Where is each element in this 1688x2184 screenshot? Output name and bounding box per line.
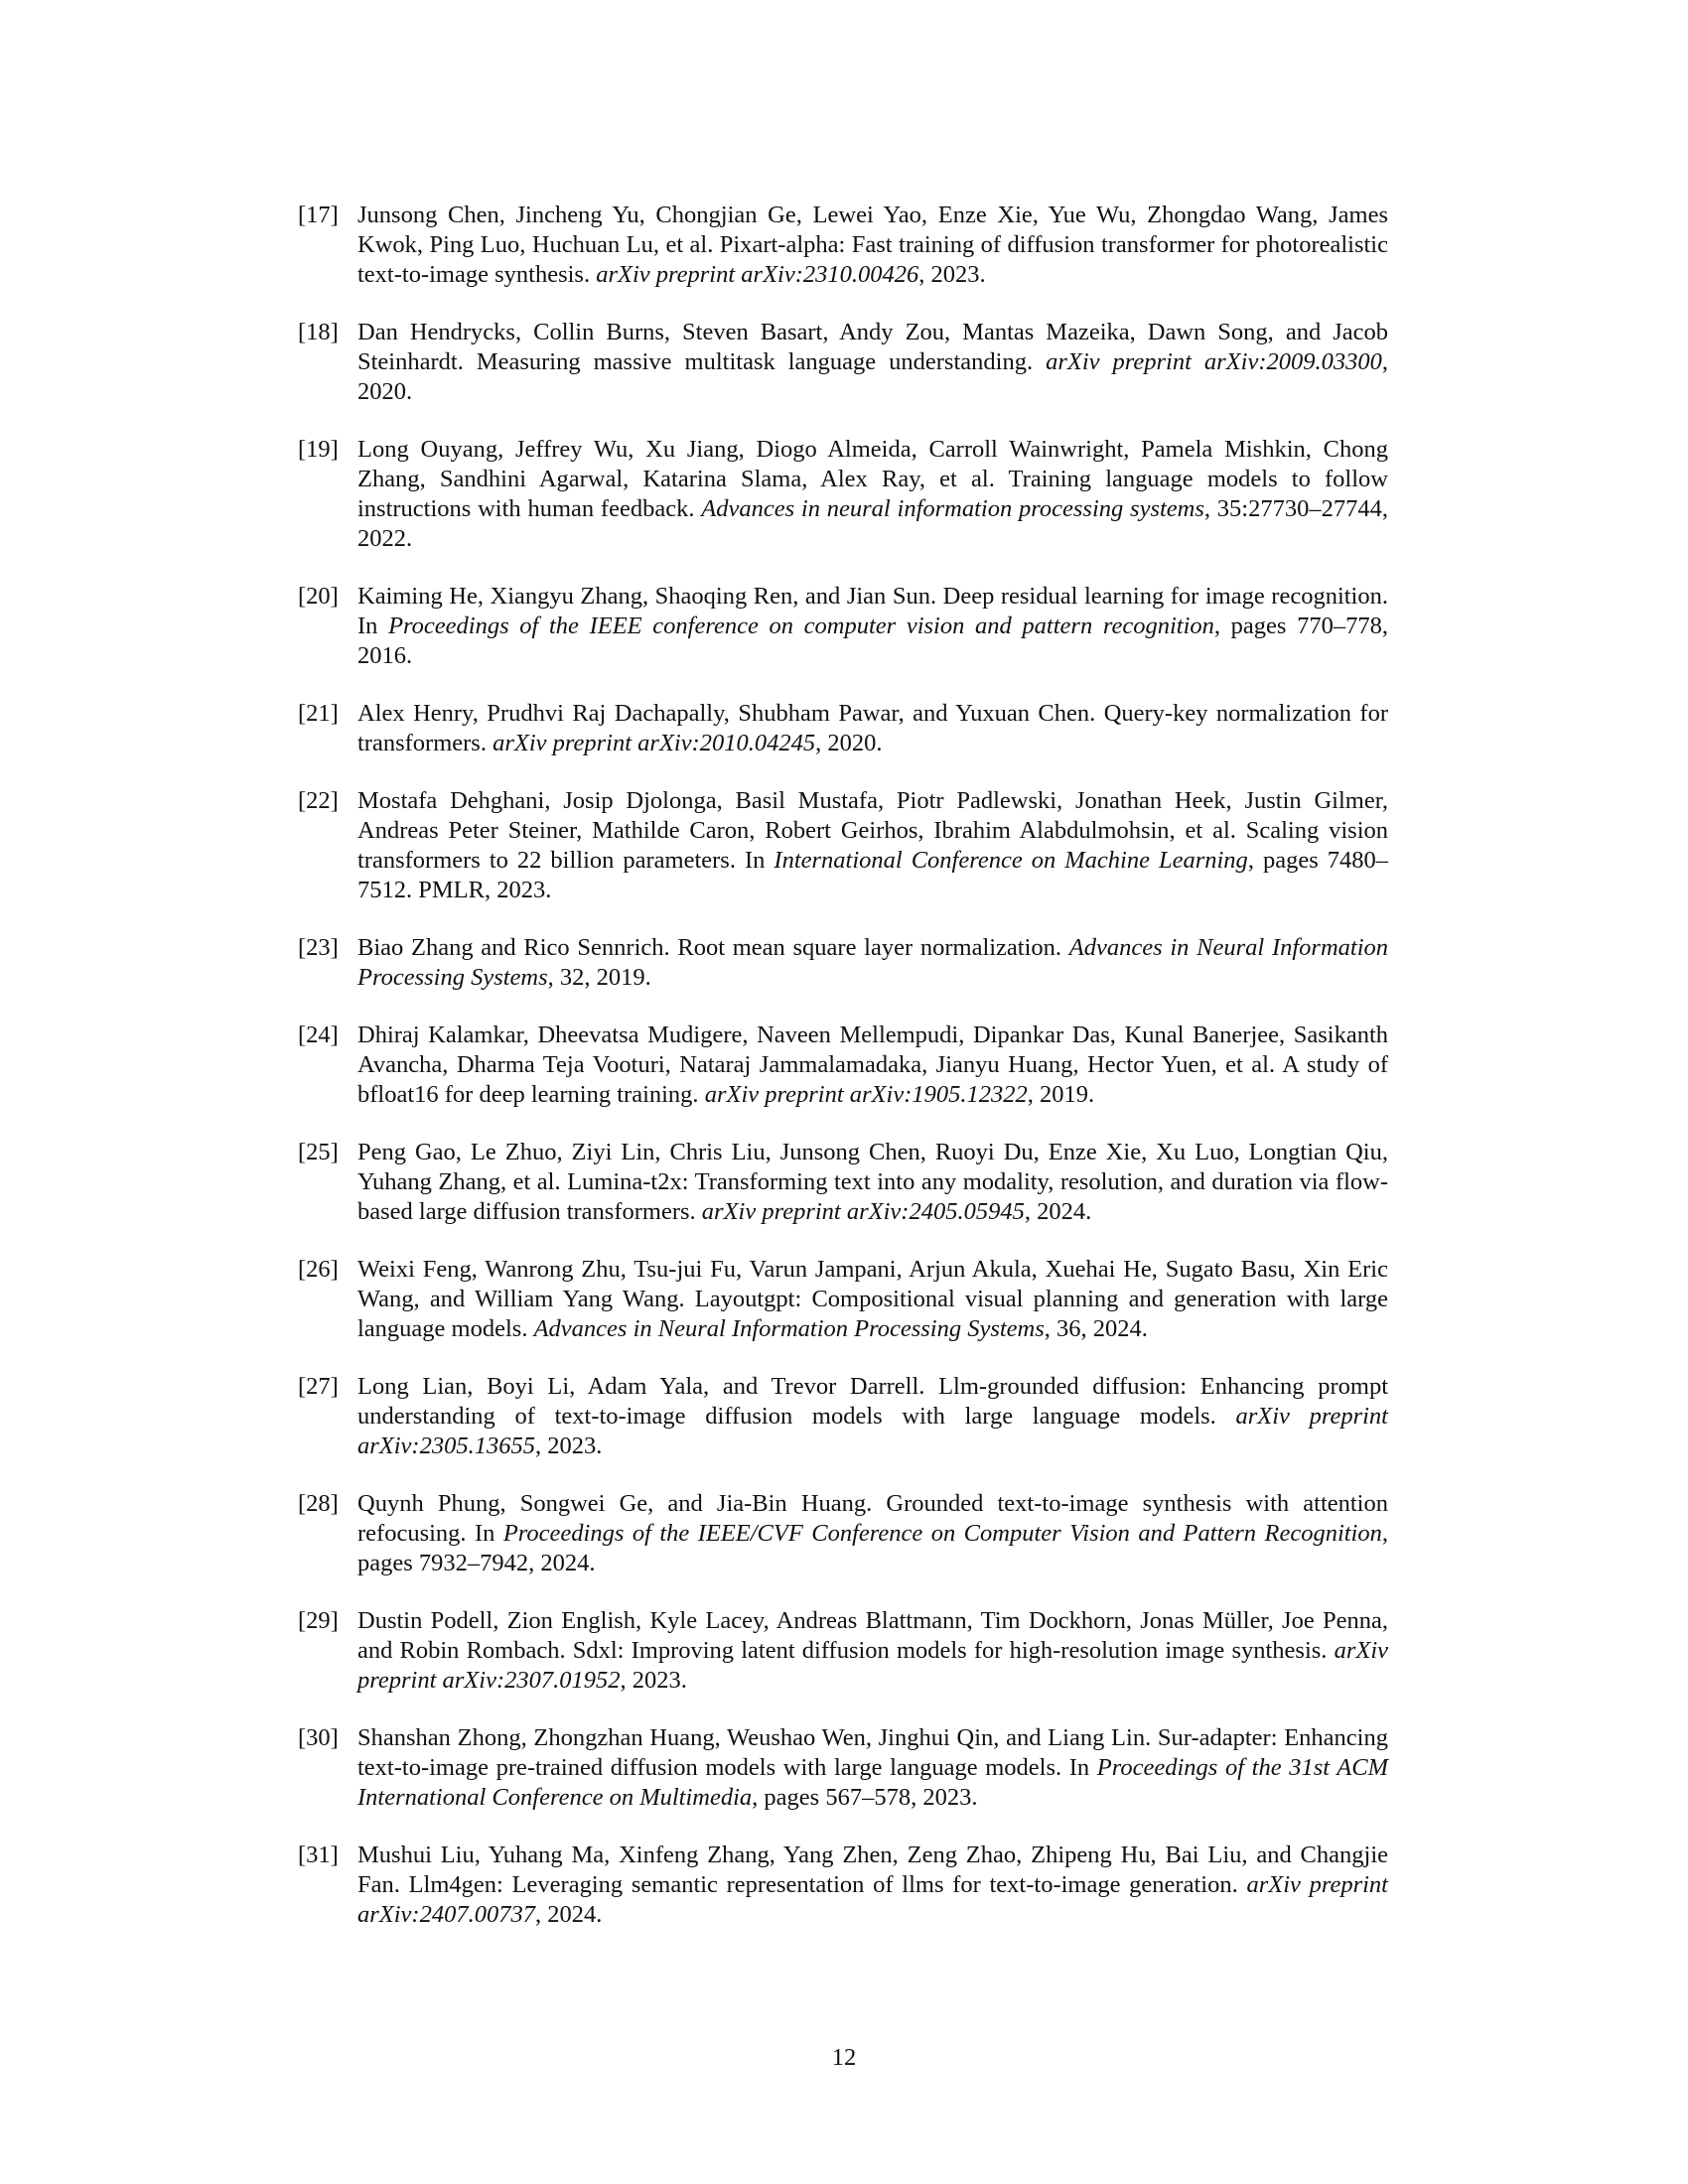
reference-details: , 2024. [1024,1198,1092,1225]
reference-authors-title: Dan Hendrycks, Collin Burns, Steven Basart, Andy Zou, Mantas Mazeika, Dawn Song, and Jacob Steinhardt. Measuring massive multitask language understanding. [357,319,1388,375]
reference-entry [298,582,1388,671]
reference-number: [31] [298,1842,339,1868]
reference-venue: arXiv preprint arXiv:2307.01952 [357,1637,1388,1694]
reference-text [357,1255,1388,1344]
reference-authors-title: Peng Gao, Le Zhuo, Ziyi Lin, Chris Liu, Junsong Chen, Ruoyi Du, Enze Xie, Xu Luo, Longtian Qiu, Yuhang Zhang, et al. Lumina-t2x: Transforming text into any modality, resolution, and duration via flow-based large diffusion transformers. [357,1139,1388,1225]
reference-authors-title: Quynh Phung, Songwei Ge, and Jia-Bin Huang. Grounded text-to-image synthesis with attention refocusing. In [357,1490,1388,1547]
reference-details: , 2019. [1027,1081,1095,1108]
reference-text [357,1723,1388,1813]
reference-entry [298,1255,1388,1344]
reference-authors-title: Shanshan Zhong, Zhongzhan Huang, Weushao Wen, Jinghui Qin, and Liang Lin. Sur-adapter: Enhancing text-to-image pre-trained diffusion models with large language models. In [357,1724,1388,1781]
reference-venue: arXiv preprint arXiv:2310.00426 [596,261,919,288]
reference-entry [298,933,1388,993]
reference-text [357,1372,1388,1461]
reference-authors-title: Long Lian, Boyi Li, Adam Yala, and Trevor Darrell. Llm-grounded diffusion: Enhancing prompt understanding of text-to-image diffusion models with large language models. [357,1373,1388,1430]
reference-entry [298,1606,1388,1696]
reference-details: , pages 7480–7512. PMLR, 2023. [357,847,1388,903]
reference-venue: arXiv preprint arXiv:2009.03300 [1046,348,1382,375]
reference-text [357,1138,1388,1227]
reference-venue: Proceedings of the IEEE conference on computer vision and pattern recognition [388,613,1214,639]
reference-entry [298,435,1388,554]
reference-venue: Proceedings of the IEEE/CVF Conference on Computer Vision and Pattern Recognition [502,1520,1382,1547]
reference-number: [27] [298,1373,339,1400]
reference-entry [298,699,1388,758]
reference-venue: Advances in Neural Information Processing Systems [533,1315,1045,1342]
reference-entry [298,318,1388,407]
reference-text [357,1021,1388,1110]
reference-text [357,933,1388,993]
reference-entry [298,1723,1388,1813]
reference-number: [23] [298,934,339,961]
reference-text [357,1489,1388,1578]
reference-details: , 2024. [534,1901,603,1928]
reference-authors-title: Dustin Podell, Zion English, Kyle Lacey, Andreas Blattmann, Tim Dockhorn, Jonas Müller, Joe Penna, and Robin Rombach. Sdxl: Improving latent diffusion models for high-resolution image synthesis. [357,1607,1388,1664]
reference-entry [298,201,1388,290]
reference-text [357,318,1388,407]
reference-text [357,582,1388,671]
reference-entry [298,1372,1388,1461]
reference-entry [298,1841,1388,1930]
reference-venue: arXiv preprint arXiv:2407.00737 [357,1871,1388,1928]
reference-venue: Proceedings of the 31st ACM International Conference on Multimedia [357,1754,1388,1811]
reference-venue: arXiv preprint arXiv:2010.04245 [492,730,816,756]
reference-number: [20] [298,583,339,610]
reference-details: , pages 7932–7942, 2024. [357,1520,1388,1576]
reference-details: , 32, 2019. [547,964,651,991]
reference-text [357,699,1388,758]
reference-details: , 2020. [815,730,883,756]
reference-text [357,1841,1388,1930]
reference-text [357,201,1388,290]
reference-details: , pages 567–578, 2023. [752,1784,978,1811]
reference-venue: International Conference on Machine Learning [774,847,1248,874]
reference-details: , 2020. [357,348,1388,405]
reference-entry [298,1021,1388,1110]
reference-authors-title: Junsong Chen, Jincheng Yu, Chongjian Ge, Lewei Yao, Enze Xie, Yue Wu, Zhongdao Wang, James Kwok, Ping Luo, Huchuan Lu, et al. Pixart-alpha: Fast training of diffusion transformer for photorealistic text-to-image synthesis. [357,202,1388,288]
reference-authors-title: Kaiming He, Xiangyu Zhang, Shaoqing Ren, and Jian Sun. Deep residual learning for image recognition. In [357,583,1388,639]
reference-number: [18] [298,319,339,345]
reference-number: [25] [298,1139,339,1165]
reference-details: , 35:27730–27744, 2022. [357,495,1388,552]
reference-number: [28] [298,1490,339,1517]
reference-details: , 36, 2024. [1044,1315,1148,1342]
reference-entry [298,1489,1388,1578]
reference-entry [298,786,1388,905]
reference-authors-title: Biao Zhang and Rico Sennrich. Root mean square layer normalization. [357,934,1069,961]
reference-details: , pages 770–778, 2016. [357,613,1388,669]
reference-text [357,786,1388,905]
reference-text [357,435,1388,554]
reference-authors-title: Mostafa Dehghani, Josip Djolonga, Basil Mustafa, Piotr Padlewski, Jonathan Heek, Justin Gilmer, Andreas Peter Steiner, Mathilde Caron, Robert Geirhos, Ibrahim Alabdulmohsin, et al. Scaling vision transformers to 22 billion parameters. In [357,787,1388,874]
reference-authors-title: Mushui Liu, Yuhang Ma, Xinfeng Zhang, Yang Zhen, Zeng Zhao, Zhipeng Hu, Bai Liu, and Changjie Fan. Llm4gen: Leveraging semantic representation of llms for text-to-image generation. [357,1842,1388,1898]
reference-venue: arXiv preprint arXiv:2405.05945 [701,1198,1025,1225]
reference-number: [19] [298,436,339,463]
reference-entry [298,1138,1388,1227]
reference-details: , 2023. [918,261,986,288]
reference-number: [21] [298,700,339,727]
reference-number: [29] [298,1607,339,1634]
reference-authors-title: Long Ouyang, Jeffrey Wu, Xu Jiang, Diogo Almeida, Carroll Wainwright, Pamela Mishkin, Chong Zhang, Sandhini Agarwal, Katarina Slama, Alex Ray, et al. Training language models to follow instructions with human feedback. [357,436,1388,522]
reference-venue: Advances in Neural Information Processing Systems [357,934,1388,991]
reference-authors-title: Dhiraj Kalamkar, Dheevatsa Mudigere, Naveen Mellempudi, Dipankar Das, Kunal Banerjee, Sasikanth Avancha, Dharma Teja Vooturi, Nataraj Jammalamadaka, Jianyu Huang, Hector Yuen, et al. A study of bfloat16 for deep learning training. [357,1022,1388,1108]
reference-number: [26] [298,1256,339,1283]
reference-number: [17] [298,202,339,228]
reference-number: [30] [298,1724,339,1751]
reference-authors-title: Weixi Feng, Wanrong Zhu, Tsu-jui Fu, Varun Jampani, Arjun Akula, Xuehai He, Sugato Basu, Xin Eric Wang, and William Yang Wang. Layoutgpt: Compositional visual planning and generation with large language models. [357,1256,1388,1342]
reference-details: , 2023. [620,1667,687,1694]
reference-text [357,1606,1388,1696]
reference-details: , 2023. [534,1433,603,1459]
reference-number: [22] [298,787,339,814]
reference-authors-title: Alex Henry, Prudhvi Raj Dachapally, Shubham Pawar, and Yuxuan Chen. Query-key normalization for transformers. [357,700,1388,756]
reference-venue: arXiv preprint arXiv:1905.12322 [704,1081,1028,1108]
reference-list [298,201,1388,1958]
reference-number: [24] [298,1022,339,1048]
reference-venue: arXiv preprint arXiv:2305.13655 [357,1403,1388,1459]
reference-venue: Advances in neural information processing systems [701,495,1204,522]
page-number: 12 [831,2044,857,2071]
